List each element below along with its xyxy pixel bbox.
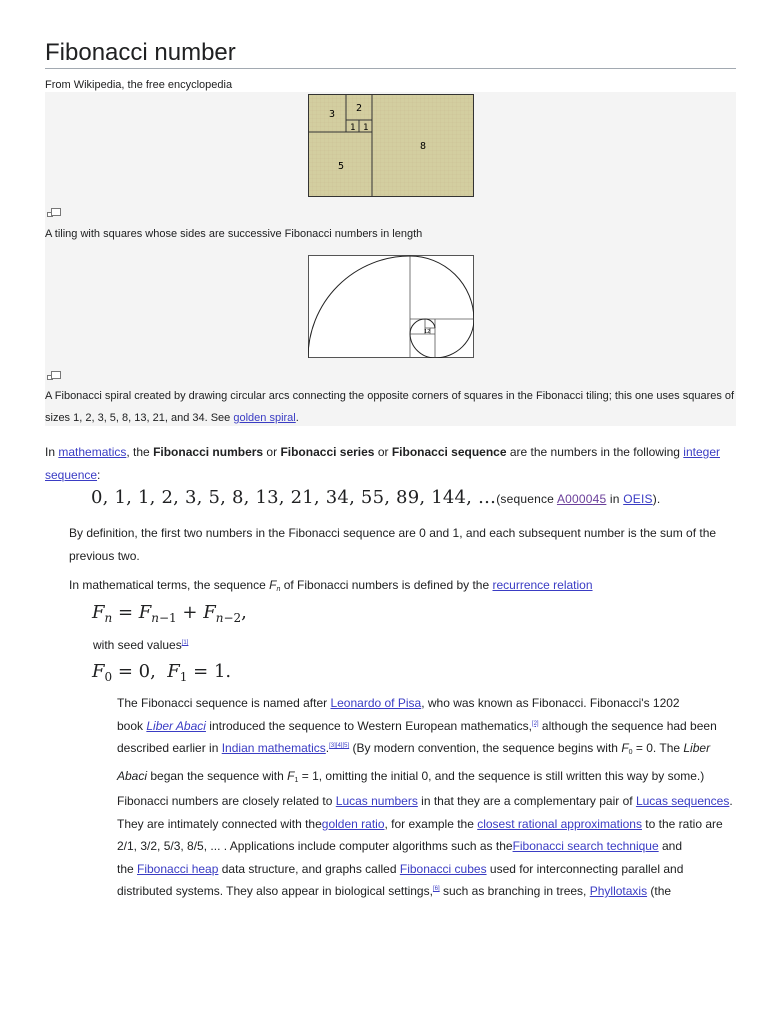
spiral-label-1: 1 [424, 329, 428, 335]
seed-values-text [93, 634, 188, 657]
related-text: . [729, 794, 733, 808]
tile-label-2: 2 [356, 103, 363, 114]
fibonacci-tiling-image[interactable] [308, 94, 474, 197]
seed-formula: $F_0 = 0$, $F_1 = 1$. [92, 661, 232, 684]
recurrence-formula: $F_n = F_{n-1} + F_{n-2}$, [92, 602, 247, 625]
related-text: , for example the [384, 816, 478, 831]
definition-paragraph [69, 522, 736, 567]
related-text: 2/1, 3/2, 5/3, 8/5, ... . Applications include computer algorithms such as the [117, 839, 513, 853]
fibonacci-spiral-image[interactable] [308, 255, 474, 358]
tile-label-5: 5 [338, 161, 345, 172]
history-text: book [117, 718, 147, 733]
history-text: , who was known as Fibonacci. Fibonacci's 1202 [421, 696, 680, 710]
tagline: From Wikipedia, the free encyclopedia [45, 79, 233, 91]
history-text: described earlier in [117, 741, 222, 755]
related-text: distributed systems. They also appear in biological settings, [117, 884, 433, 898]
liber-abaci-link[interactable]: Liber Abaci [146, 718, 206, 733]
ref-3-5-link[interactable]: [3][4][5] [329, 743, 350, 749]
related-text: Fibonacci numbers are closely related to [117, 794, 336, 808]
intro-text: or [263, 445, 281, 459]
history-text: The Fibonacci sequence is named after [117, 696, 331, 710]
golden-spiral-link[interactable]: golden spiral [233, 412, 296, 424]
lucas-sequences-link[interactable]: Lucas sequences [635, 794, 730, 808]
recurrence-text: of Fibonacci numbers is defined by the [280, 578, 493, 592]
tile-label-1a: 1 [350, 123, 356, 133]
integer-sequence-link[interactable]: integer [683, 445, 720, 459]
related-text: such as branching in trees, [439, 884, 590, 898]
leonardo-link[interactable]: Leonardo of Pisa [330, 696, 422, 710]
recurrence-text: In mathematical terms, the sequence [69, 578, 270, 592]
mathematics-link[interactable]: mathematics [58, 445, 127, 459]
related-text: They are intimately connected with the [117, 816, 322, 831]
oeis-id-link[interactable]: A000045 [556, 492, 607, 506]
lucas-numbers-link[interactable]: Lucas numbers [335, 794, 418, 808]
tiling-caption: A tiling with squares whose sides are successive Fibonacci numbers in length [45, 228, 423, 240]
related-paragraph [117, 790, 742, 903]
tile-label-8: 8 [420, 141, 427, 152]
history-paragraph [117, 692, 742, 792]
intro-paragraph [45, 441, 736, 486]
related-text: in that they are a complementary pair of [417, 794, 636, 808]
spiral-caption-end: . [295, 412, 299, 424]
sub-0: 0 [628, 749, 633, 756]
history-text: . [325, 741, 330, 755]
closest-rational-approximations-link[interactable]: closest rational approximations [477, 816, 642, 831]
sub-1: 1 [294, 776, 299, 784]
related-text: (the [647, 884, 672, 898]
spiral-label-2: 2 [427, 329, 431, 335]
magnify-clip-icon[interactable] [47, 371, 61, 381]
related-text: and [658, 839, 683, 853]
related-text: to the ratio are [641, 816, 723, 831]
var-f0: F [621, 741, 629, 755]
history-text: = 1, omitting the initial 0, and the sequence is still written this way by some.) [298, 768, 705, 783]
intro-text: In [45, 445, 59, 459]
page-title: Fibonacci number [45, 38, 736, 69]
var-n: n [276, 586, 281, 593]
abaci-text: Abaci [117, 768, 148, 783]
sequence-note: in [606, 492, 624, 506]
history-text: although the sequence had been [538, 718, 717, 733]
term-fibonacci-series: Fibonacci series [280, 445, 375, 459]
fibonacci-sequence-formula [91, 487, 660, 508]
tile-label-1b: 1 [363, 123, 369, 133]
phyllotaxis-link[interactable]: Phyllotaxis [589, 884, 648, 898]
golden-ratio-link[interactable]: golden ratio [321, 816, 385, 831]
history-text: = 0. The [632, 741, 684, 755]
related-text: the [117, 861, 138, 876]
ref-2-link[interactable]: [2] [531, 720, 539, 727]
intro-text: : [97, 467, 101, 482]
figure-block [45, 92, 736, 426]
fibonacci-cubes-link[interactable]: Fibonacci cubes [399, 861, 487, 876]
related-text: data structure, and graphs called [218, 861, 400, 876]
integer-sequence-link[interactable]: sequence [45, 467, 98, 482]
definition-line: previous two. [69, 548, 140, 563]
fibonacci-search-link[interactable]: Fibonacci search technique [512, 839, 659, 853]
related-text: used for interconnecting parallel and [486, 861, 684, 876]
term-fibonacci-sequence: Fibonacci sequence [391, 445, 507, 459]
intro-text: are the numbers in the following [506, 445, 684, 459]
definition-line: By definition, the first two numbers in the Fibonacci sequence are 0 and 1, and each subsequent number is the sum of the [69, 526, 717, 540]
liber-text: Liber [683, 741, 711, 755]
recurrence-relation-link[interactable]: recurrence relation [492, 578, 593, 592]
history-text: began the sequence with [147, 768, 288, 783]
term-fibonacci-numbers: Fibonacci numbers [153, 445, 264, 459]
recurrence-paragraph [69, 574, 736, 602]
magnify-clip-icon[interactable] [47, 208, 61, 218]
seed-text: with seed values [93, 638, 182, 652]
tile-label-3: 3 [329, 109, 336, 120]
ref-1-link[interactable]: [1] [181, 640, 189, 646]
ref-6-link[interactable]: [6] [432, 886, 440, 892]
oeis-link[interactable]: OEIS [623, 492, 653, 506]
spiral-caption-text: A Fibonacci spiral created by drawing circular arcs connecting the opposite corners of squares in the Fibonacci tiling; this one uses squares of sizes 1, 2, 3, 5, 8, 13, 21, and 34. See [45, 390, 735, 424]
spiral-caption [45, 385, 736, 429]
var-f1: F [287, 768, 295, 783]
sequence-note: (sequence [496, 492, 557, 506]
intro-text: or [374, 445, 392, 459]
history-text: introduced the sequence to Western European mathematics, [205, 718, 532, 733]
sequence-note: ). [652, 492, 661, 506]
fibonacci-heap-link[interactable]: Fibonacci heap [137, 861, 219, 876]
intro-text: , the [126, 445, 154, 459]
history-text: (By modern convention, the sequence begins with [349, 741, 622, 755]
var-f: F [269, 578, 277, 592]
indian-mathematics-link[interactable]: Indian mathematics [221, 741, 326, 755]
sequence-values: 0, 1, 1, 2, 3, 5, 8, 13, 21, 34, 55, 89, 144, … [91, 487, 497, 508]
